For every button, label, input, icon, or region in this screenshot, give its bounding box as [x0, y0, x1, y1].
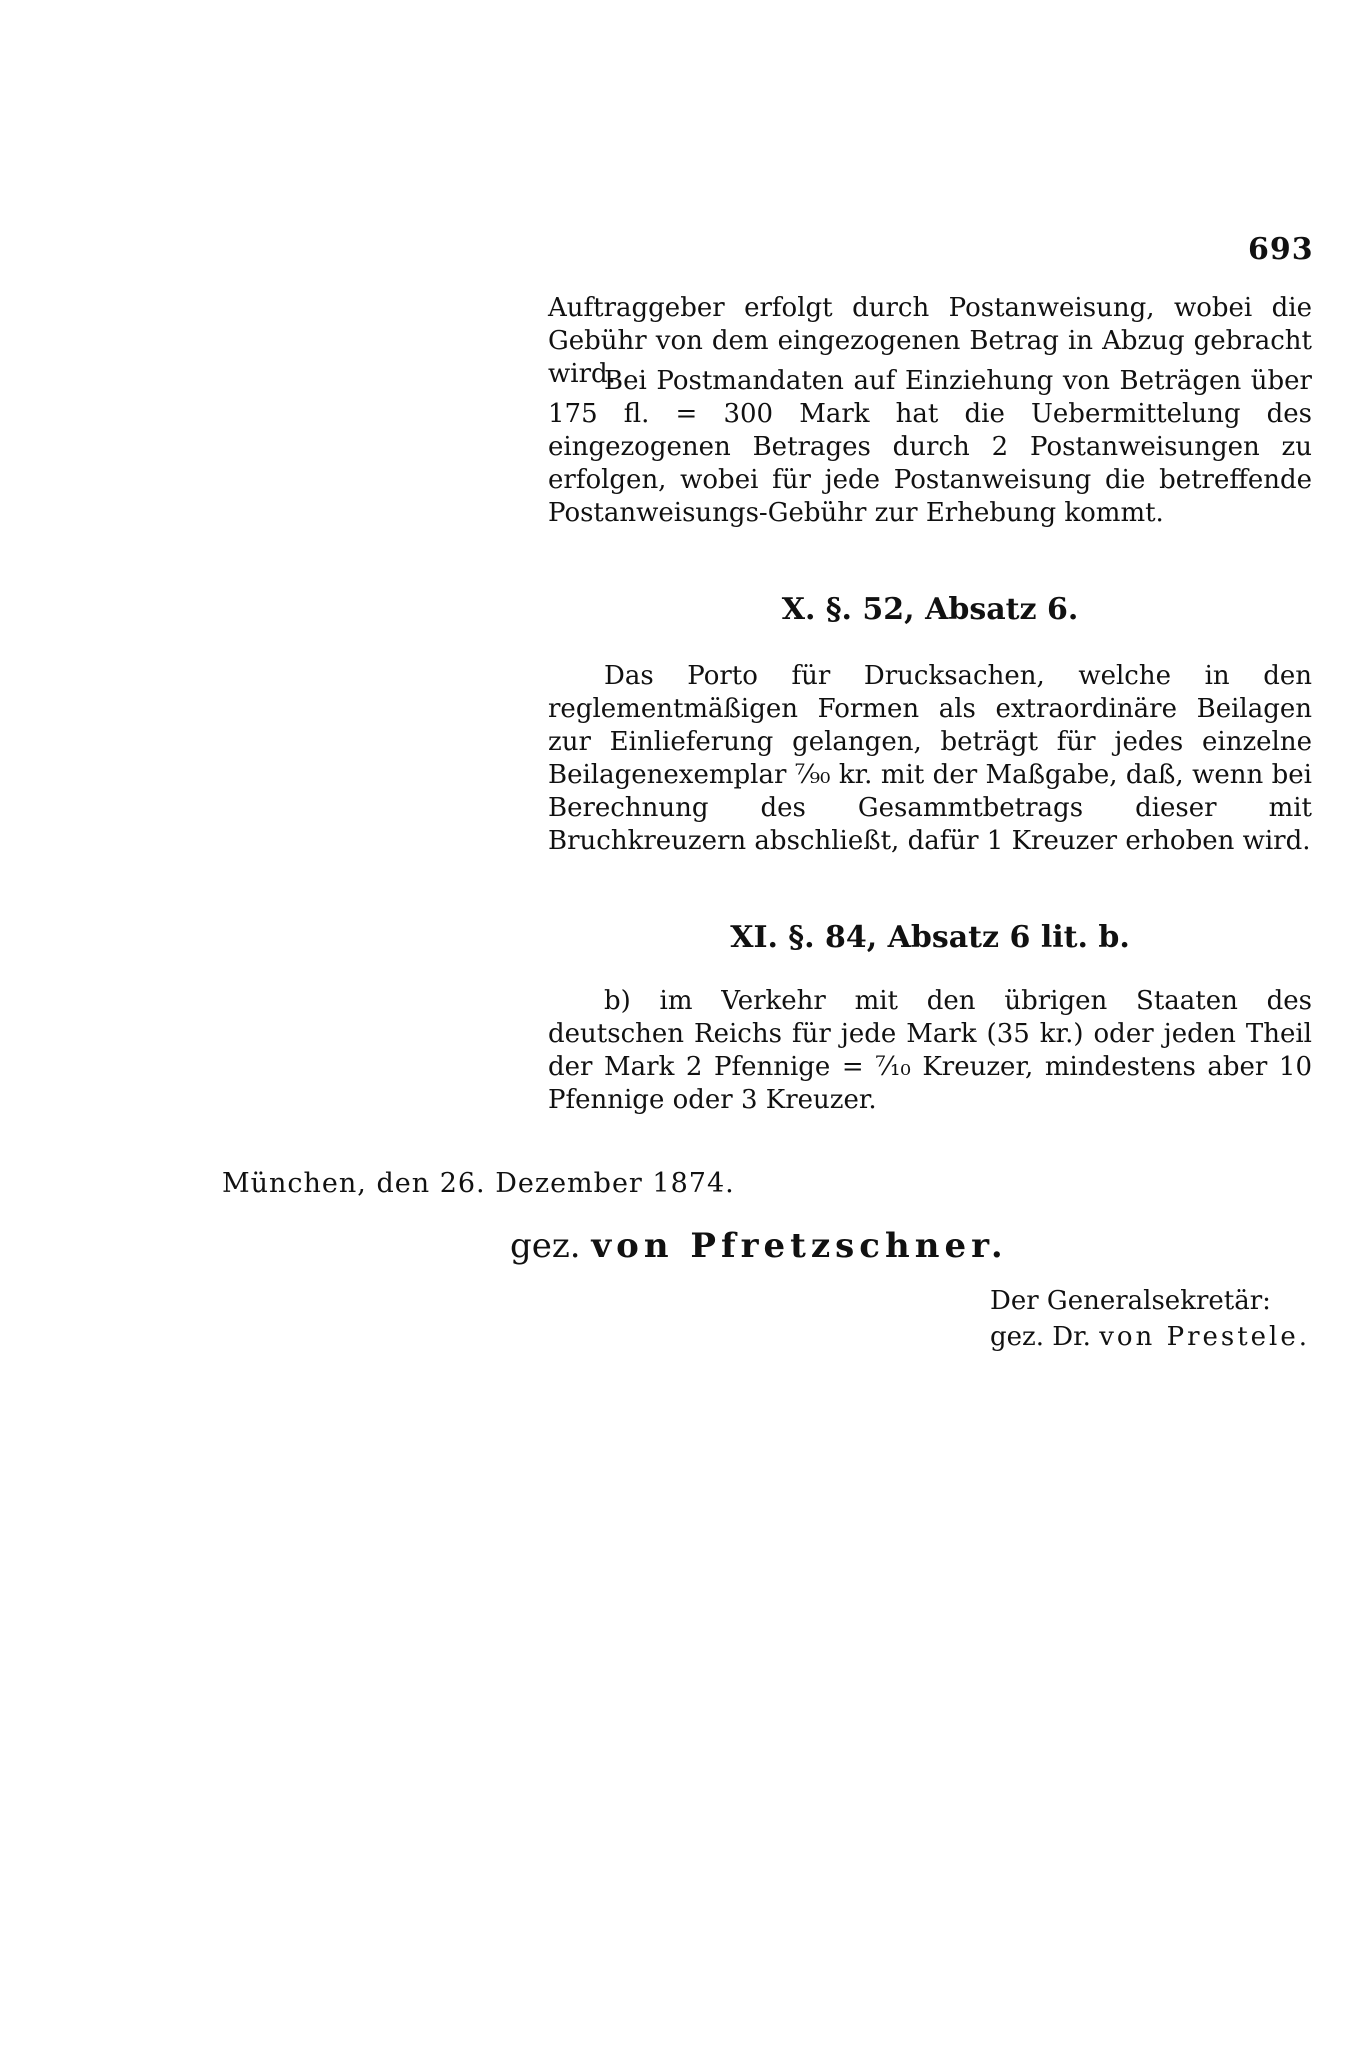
section-heading-x: X. §. 52, Absatz 6.: [781, 592, 1079, 627]
signature-block: [510, 1226, 1008, 1266]
secretary-name: von Prestele.: [1099, 1322, 1311, 1352]
paragraph-postmandate: Bei Postmandaten auf Einziehung von Beträgen über 175 fl. = 300 Mark hat die Uebermittelung des eingezogenen Betrages durch 2 Postanweisungen zu erfolgen, wobei für jede Postanweisung die betreffende Postanweisungs-Gebühr zur Erhebung kommt.: [548, 366, 1312, 528]
signature-prefix: gez.: [510, 1226, 581, 1266]
secretary-prefix: gez. Dr.: [990, 1322, 1091, 1352]
secretary-signature-line: [990, 1319, 1310, 1355]
paragraph-continuation: Auftraggeber erfolgt durch Postanweisung, wobei die Gebühr von dem eingezogenen Betrag in Abzug gebracht wird.: [548, 293, 1312, 389]
secretary-block: [990, 1283, 1310, 1355]
section-heading-xi: XI. §. 84, Absatz 6 lit. b.: [730, 920, 1130, 955]
paragraph-printed-matter: Das Porto für Drucksachen, welche in den reglementmäßigen Formen als extraordinäre Beilagen zur Einlieferung gelangen, beträgt für jedes einzelne Beilagenexemplar ⁷⁄₉₀ kr. mit der Maßgabe, daß, wenn bei Berechnung des Gesammtbetrags dieser mit Bruchkreuzern abschließt, dafür 1 Kreuzer erhoben wird.: [548, 661, 1312, 856]
date-line: München, den 26. Dezember 1874.: [222, 1168, 735, 1199]
secretary-title: Der Generalsekretär:: [990, 1286, 1271, 1316]
paragraph-traffic-rates: b) im Verkehr mit den übrigen Staaten des deutschen Reichs für jede Mark (35 kr.) oder jeden Theil der Mark 2 Pfennige = ⁷⁄₁₀ Kreuzer, mindestens aber 10 Pfennige oder 3 Kreuzer.: [548, 986, 1312, 1115]
signature-name: von Pfretzschner.: [591, 1226, 1008, 1266]
page-number: 693: [1248, 232, 1314, 267]
